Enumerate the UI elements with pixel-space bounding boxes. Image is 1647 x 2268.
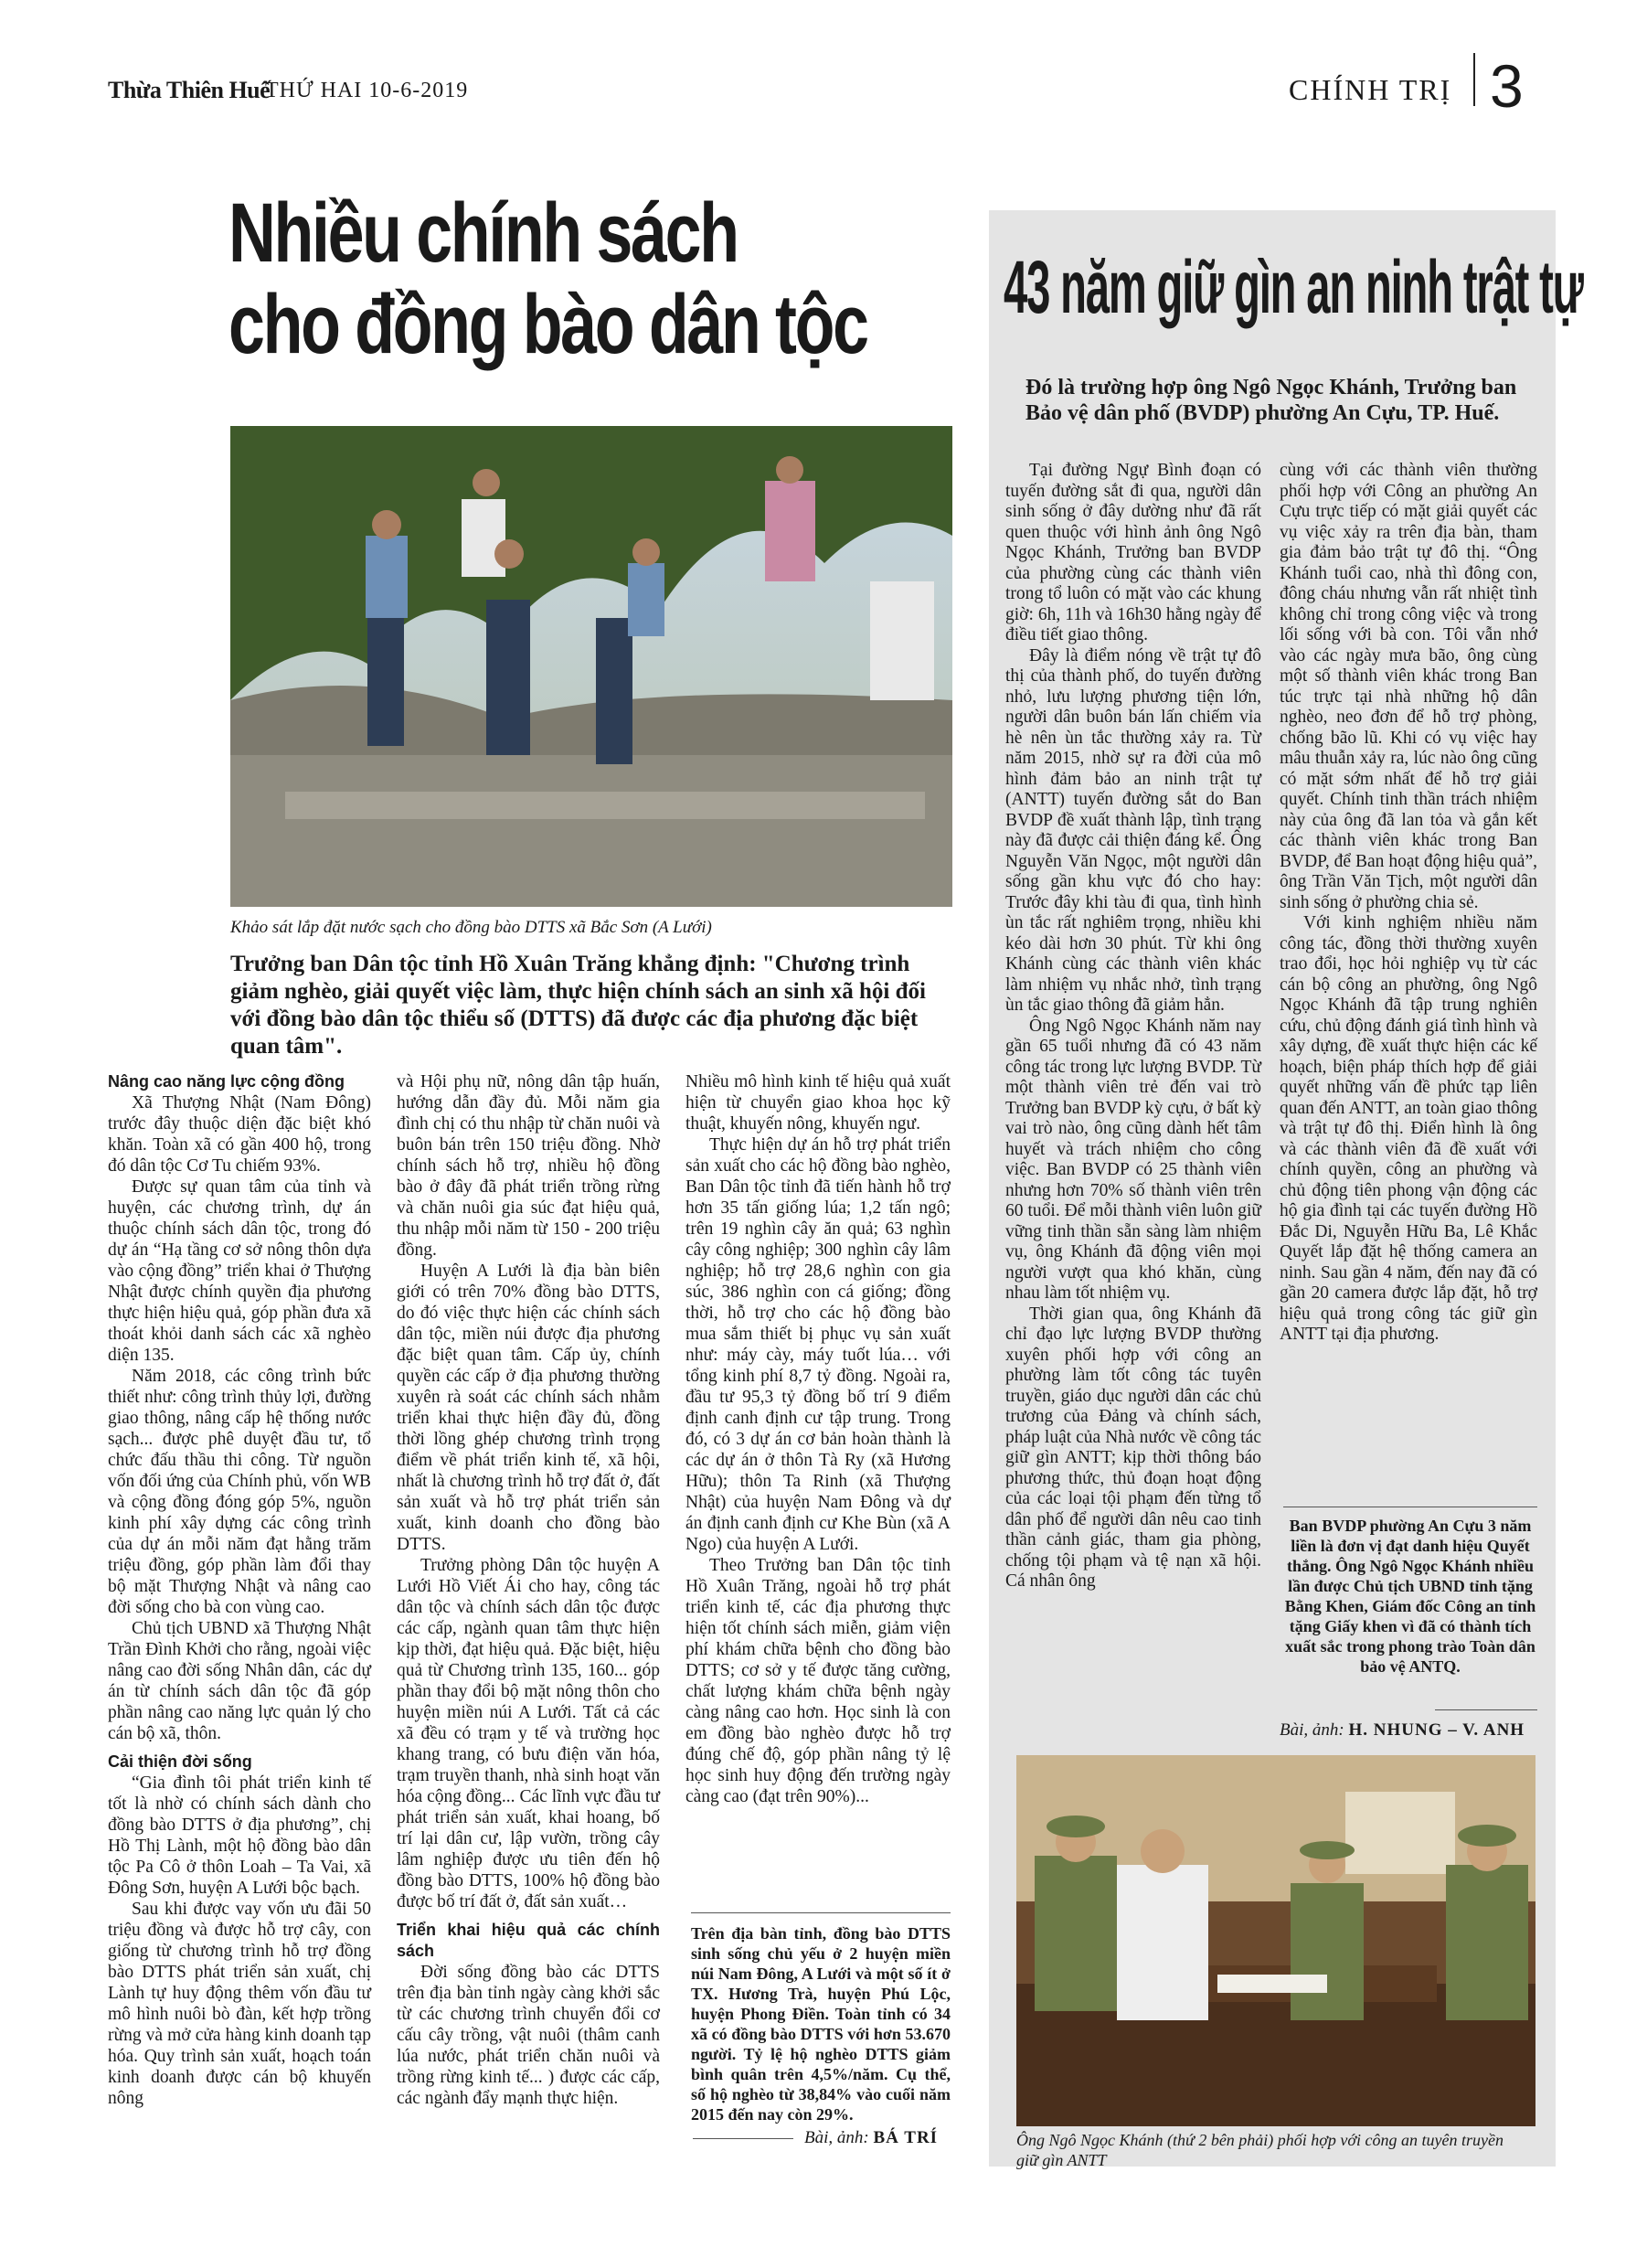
byline-prefix: Bài, ảnh: (1280, 1720, 1344, 1740)
paper-name: Thừa Thiên Huế (108, 77, 271, 103)
side-byline-divider (1435, 1709, 1537, 1710)
paragraph: cùng với các thành viên thường phối hợp với Công an phường An Cựu trực tiếp có mặt giải quyết các vụ việc xảy ra trên địa bàn, tham gia đảm bảo trật tự đô thị. “Ông Khánh tuổi cao, nhà thì đông con, đông cháu nhưng vẫn rất nhiệt tình không chỉ trong công việc và trong lối sống với bà con. Tôi vẫn nhớ vào các ngày mưa bão, ông cùng một số thành viên khác trong Ban túc trực tại nhà những hộ dân nghèo, neo đơn để hỗ trợ phòng, chống bão lũ. Khi có vụ việc hay mâu thuẫn xảy ra, lúc nào ông cũng có mặt sớm nhất để hỗ trợ giải quyết. Chính tinh thần trách nhiệm này của ông đã lan tỏa và gắn kết các thành viên khác trong Ban BVDP, để Ban hoạt động hiệu quả”, ông Trần Văn Tịch, một người dân sinh sống ở phường chia sẻ. (1280, 461, 1537, 912)
main-column-2 (397, 1071, 660, 2109)
side-byline (1280, 1720, 1525, 1741)
main-headline-line-2: cho đồng bào dân tộc (228, 278, 867, 371)
main-headline (228, 186, 867, 371)
section-name: CHÍNH TRỊ (1289, 73, 1452, 106)
side-photo (1016, 1755, 1535, 2126)
side-headline: 43 năm giữ gìn an ninh trật tự (1004, 246, 1583, 329)
paragraph: Nhiều mô hình kinh tế hiệu quả xuất hiện từ chuyển giao khoa học kỹ thuật, khuyến nông, khuyến ngư. (685, 1072, 951, 1134)
main-photo-caption: Khảo sát lắp đặt nước sạch cho đồng bào DTTS xã Bắc Sơn (A Lưới) (230, 918, 712, 937)
paragraph: “Gia đình tôi phát triển kinh tế tốt là nhờ có chính sách dành cho đồng bào DTTS ở địa phương”, chị Hồ Thị Lành, một hộ đồng bào dân tộc Pa Cô ở thôn Loah – Ta Vai, xã Đông Sơn, huyện A Lưới bộc bạch. (108, 1773, 371, 1898)
byline-author: BÁ TRÍ (873, 2128, 939, 2147)
main-column-1 (108, 1071, 371, 2109)
note-divider (691, 1912, 951, 1913)
paragraph: Thời gian qua, ông Khánh đã chỉ đạo lực lượng BVDP thường xuyên phối hợp với công an phường làm tốt công tác tuyên truyền, giáo dục người dân các chủ trương của Đảng và chính sách, pháp luật của Nhà nước về công tác giữ gìn ANTT; kịp thời thông báo phương thức, thủ đoạn hoạt động của các loại tội phạm đến từng tổ dân phố để người dân nêu cao tinh thần cảnh giác, tham gia phòng, chống tội phạm và tệ nạn xã hội. Cá nhân ông (1005, 1304, 1261, 1591)
side-photo-image (1016, 1755, 1535, 2126)
paragraph: Theo Trưởng ban Dân tộc tỉnh Hồ Xuân Trăng, ngoài hỗ trợ phát triển kinh tế, các địa phương thực hiện tốt chính sách miễn, giảm viện phí khám chữa bệnh cho đồng bào DTTS; cơ sở y tế được tăng cường, chất lượng khám chữa bệnh ngày càng nâng cao hơn. Học sinh là con em đồng bào nghèo được hỗ trợ đúng chế độ, góp phần nâng tỷ lệ học sinh huy động đến trường ngày càng cao (đạt trên 90%)... (685, 1556, 951, 1806)
side-column-2 (1280, 461, 1537, 1346)
side-column-1 (1005, 461, 1261, 1592)
byline-divider (693, 2138, 793, 2139)
main-photo-image (230, 426, 952, 907)
paragraph: Năm 2018, các công trình bức thiết như: công trình thủy lợi, đường giao thông, nâng cấp hệ thống nước sạch... được phê duyệt đầu tư, tổ chức đấu thầu thi công. Từ nguồn vốn đối ứng của Chính phủ, vốn WB và cộng đồng đóng góp 5%, nguồn kinh phí xây dựng các công trình của dự án mỗi năm đạt hằng trăm triệu đồng, góp phần làm đổi thay bộ mặt Thượng Nhật và nâng cao đời sống cho bà con vùng cao. (108, 1367, 371, 1617)
main-byline (804, 2128, 938, 2148)
main-photo (230, 426, 952, 907)
paragraph: Xã Thượng Nhật (Nam Đông) trước đây thuộc diện đặc biệt khó khăn. Toàn xã có gần 400 hộ, trong đó dân tộc Cơ Tu chiếm 93%. (108, 1093, 371, 1176)
side-photo-caption: Ông Ngô Ngọc Khánh (thứ 2 bên phải) phối hợp với công an tuyên truyền giữ gìn ANTT (1016, 2131, 1504, 2169)
paragraph: Với kinh nghiệm nhiều năm công tác, đồng thời thường xuyên trao đổi, học hỏi nghiệp vụ từ các cán bộ công an phường, ông Ngô Ngọc Khánh đã tập trung nghiên cứu, chủ động đánh giá tình hình và xây dựng, đề xuất thực hiện các kế hoạch, biện pháp thích hợp để giải quyết những vấn đề phức tạp liên quan đến ANTT, an toàn giao thông và trật tự đô thị. Điển hình là ông và các thành viên đã đề xuất với chính quyền, công an phường và chủ động tiên phong vận động các hộ gia đình tại các tuyến đường Hồ Đắc Di, Nguyễn Hữu Ba, Lê Khắc Quyết lắp đặt hệ thống camera an ninh. Sau gần 4 năm, đến nay đã có gần 20 camera được lắp đặt, hỗ trợ hiệu quả trong công tác giữ gìn ANTT tại địa phương. (1280, 913, 1537, 1344)
subhead-policies: Triển khai hiệu quả các chính sách (397, 1921, 660, 1960)
main-note-box: Trên địa bàn tỉnh, đồng bào DTTS sinh sống chủ yếu ở 2 huyện miền núi Nam Đông, A Lưới và một số ít ở TX. Hương Trà, huyện Phú Lộc, huyện Phong Điền. Toàn tỉnh có 34 xã có đồng bào DTTS với hơn 53.670 người. Tỷ lệ hộ nghèo DTTS giảm bình quân trên 4,5%/năm. Cụ thể, số hộ nghèo từ 38,84% vào cuối năm 2015 đến nay còn 29%. (691, 1924, 951, 2124)
paragraph: Chủ tịch UBND xã Thượng Nhật Trần Đình Khởi cho rằng, ngoài việc nâng cao đời sống Nhân dân, các dự án từ chính sách dân tộc đã góp phần nâng cao năng lực quản lý cho cán bộ xã, thôn. (108, 1619, 371, 1743)
paragraph: Huyện A Lưới là địa bàn biên giới có trên 70% đồng bào DTTS, do đó việc thực hiện các chính sách dân tộc, miền núi được địa phương đặc biệt quan tâm. Cấp ủy, chính quyền các cấp ở địa phương thường xuyên rà soát các chính sách nhằm triển khai thực hiện đầy đủ, đồng thời lồng ghép chương trình trọng điểm về phát triển kinh tế, xã hội, nhất là chương trình hỗ trợ đất ở, đất sản xuất và hỗ trợ phát triển sản xuất, kinh doanh cho đồng bào DTTS. (397, 1262, 660, 1554)
paragraph: Trưởng phòng Dân tộc huyện A Lưới Hồ Viết Ái cho hay, công tác dân tộc và chính sách dân tộc được các cấp, ngành quan tâm thực hiện kịp thời, đạt hiệu quả. Đặc biệt, hiệu quả từ Chương trình 135, 160... góp phần thay đổi bộ mặt nông thôn cho huyện miền núi A Lưới. Tất cả các xã đều có trạm y tế và trường học khang trang, có bưu điện văn hóa, trạm truyền thanh, nhà sinh hoạt văn hóa cộng đồng... Các lĩnh vực đầu tư phát triển sản xuất, khai hoang, bố trí lại dân cư, lập vườn, trồng cây lâm nghiệp được ưu tiên đến hộ đồng bào DTTS, 100% hộ đồng bào được bố trí đất ở, đất sản xuất… (397, 1556, 660, 1911)
byline-prefix: Bài, ảnh: (804, 2128, 869, 2147)
masthead-divider (1473, 53, 1475, 106)
paragraph: Ông Ngô Ngọc Khánh năm nay gần 65 tuổi nhưng đã có 43 năm công tác trong lực lượng BVDP. Từ một thành viên trẻ đến vai trò Trưởng ban BVDP kỳ cựu, ở bất kỳ vai trò nào, ông cũng dành hết tâm huyết và trách nhiệm cho công việc. Ban BVDP có 25 thành viên nhưng hơn 70% số thành viên trên 60 tuổi. Để mỗi thành viên luôn giữ vững tinh thần sẵn sàng làm nhiệm vụ, ông Khánh đã động viên mọi người vượt qua khó khăn, cùng nhau làm tốt nhiệm vụ. (1005, 1016, 1261, 1303)
side-note-box: Ban BVDP phường An Cựu 3 năm liền là đơn vị đạt danh hiệu Quyết thắng. Ông Ngô Ngọc Khánh nhiều lần được Chủ tịch UBND tỉnh tặng Bằng Khen, Giám đốc Công an tỉnh tặng Giấy khen vì đã có thành tích xuất sắc trong phong trào Toàn dân bảo vệ ANTQ. (1284, 1517, 1536, 1676)
main-headline-line-1: Nhiều chính sách (228, 186, 738, 280)
subhead-community: Nâng cao năng lực cộng đồng (108, 1072, 345, 1091)
paragraph: Tại đường Ngự Bình đoạn có tuyến đường sắt đi qua, người dân sinh sống ở đây dường như đã rất quen thuộc với hình ảnh ông Ngô Ngọc Khánh, Trưởng ban BVDP của phường cùng các thành viên trong tổ luôn có mặt vào các khung giờ: 6h, 11h và 16h30 hằng ngày để điều tiết giao thông. (1005, 461, 1261, 644)
paragraph: Thực hiện dự án hỗ trợ phát triển sản xuất cho các hộ đồng bào nghèo, Ban Dân tộc tỉnh đã tiến hành hỗ trợ hơn 35 tấn giống lúa; 1,2 tấn ngô; trên 19 nghìn cây ăn quả; 63 nghìn cây công nghiệp; 300 nghìn cây lâm nghiệp; hỗ trợ 28,6 nghìn con gia súc, 386 nghìn con cá giống; đồng thời, hỗ trợ cho các hộ đồng bào mua sắm thiết bị phục vụ sản xuất như: máy cày, máy tuốt lúa… với tổng kinh phí 8,7 tỷ đồng. Ngoài ra, đầu tư 95,3 tỷ đồng bố trí 9 điểm định canh định cư tập trung. Trong đó, có 3 dự án cơ bản hoàn thành là các dự án ở thôn Tà Ry (xã Hương Hữu); thôn Ta Rinh (xã Thượng Nhật) của huyện Nam Đông và dự án định canh định cư Khe Bùn (xã A Ngo) của huyện A Lưới. (685, 1135, 951, 1554)
paragraph: và Hội phụ nữ, nông dân tập huấn, hướng dẫn đầy đủ. Mỗi năm gia đình chị có thu nhập từ chăn nuôi và buôn bán trên 150 triệu đồng. Nhờ chính sách hỗ trợ, nhiều hộ đồng bào ở đây đã phát triển trồng rừng và chăn nuôi gia súc đạt hiệu quả, thu nhập mỗi năm từ 150 - 200 triệu đồng. (397, 1072, 660, 1260)
issue-date: THỨ HAI 10-6-2019 (265, 79, 469, 102)
main-column-3 (685, 1071, 951, 1807)
main-sapo: Trưởng ban Dân tộc tỉnh Hồ Xuân Trăng khẳng định: "Chương trình giảm nghèo, giải quyết việc làm, thực hiện chính sách an sinh xã hội đối với đồng bào dân tộc thiểu số (DTTS) đã được các địa phương đặc biệt quan tâm". (230, 952, 926, 1059)
paragraph: Đời sống đồng bào các DTTS trên địa bàn tỉnh ngày càng khởi sắc từ các chương trình chuyển đổi cơ cấu cây trồng, vật nuôi (thâm canh lúa nước, phát triển chăn nuôi và trồng rừng kinh tế... ) được các cấp, các ngành đẩy mạnh thực hiện. (397, 1963, 660, 2108)
byline-author: H. NHUNG – V. ANH (1348, 1720, 1525, 1740)
subhead-livelihood: Cải thiện đời sống (108, 1752, 252, 1771)
paragraph: Đây là điểm nóng về trật tự đô thị của thành phố, do tuyến đường nhỏ, lưu lượng phương tiện lớn, người dân buôn bán lấn chiếm vỉa hè nên ùn tắc thường xảy ra. Từ năm 2015, nhờ sự ra đời của mô hình đảm bảo an ninh trật tự (ANTT) tuyến đường sắt do Ban BVDP đề xuất thành lập, tình trạng này đã được cải thiện đáng kể. Ông Nguyễn Văn Ngọc, một người dân sống gần khu vực đó cho hay: Trước đây khi tàu đi qua, tình hình ùn tắc rất nghiêm trọng, nhiều khi kéo dài hơn 30 phút. Từ khi ông Khánh cùng các thành viên khác làm nhiệm vụ nhắc nhở, tình trạng ùn tắc giao thông đã giảm hẳn. (1005, 645, 1261, 1015)
page-number: 3 (1490, 52, 1524, 120)
paragraph: Sau khi được vay vốn ưu đãi 50 triệu đồng và được hỗ trợ cây, con giống từ chương trình hỗ trợ đồng bào DTTS phát triển sản xuất, chị Lành tự huy động thêm vốn đầu tư mô hình nuôi bò đàn, kết hợp trồng rừng và mở cửa hàng kinh doanh tạp hóa. Quy trình sản xuất, hoạch toán kinh doanh được cán bộ khuyến nông (108, 1900, 371, 2108)
side-sapo: Đó là trường hợp ông Ngô Ngọc Khánh, Trưởng ban Bảo vệ dân phố (BVDP) phường An Cựu, TP. Huế. (1025, 376, 1517, 425)
paragraph: Được sự quan tâm của tỉnh và huyện, các chương trình, dự án thuộc chính sách dân tộc, trong đó dự án “Hạ tầng cơ sở nông thôn dựa vào cộng đồng” triển khai ở Thượng Nhật được chính quyền địa phương thực hiện hiệu quả, góp phần đưa xã thoát khỏi danh sách các xã nghèo diện 135. (108, 1177, 371, 1365)
